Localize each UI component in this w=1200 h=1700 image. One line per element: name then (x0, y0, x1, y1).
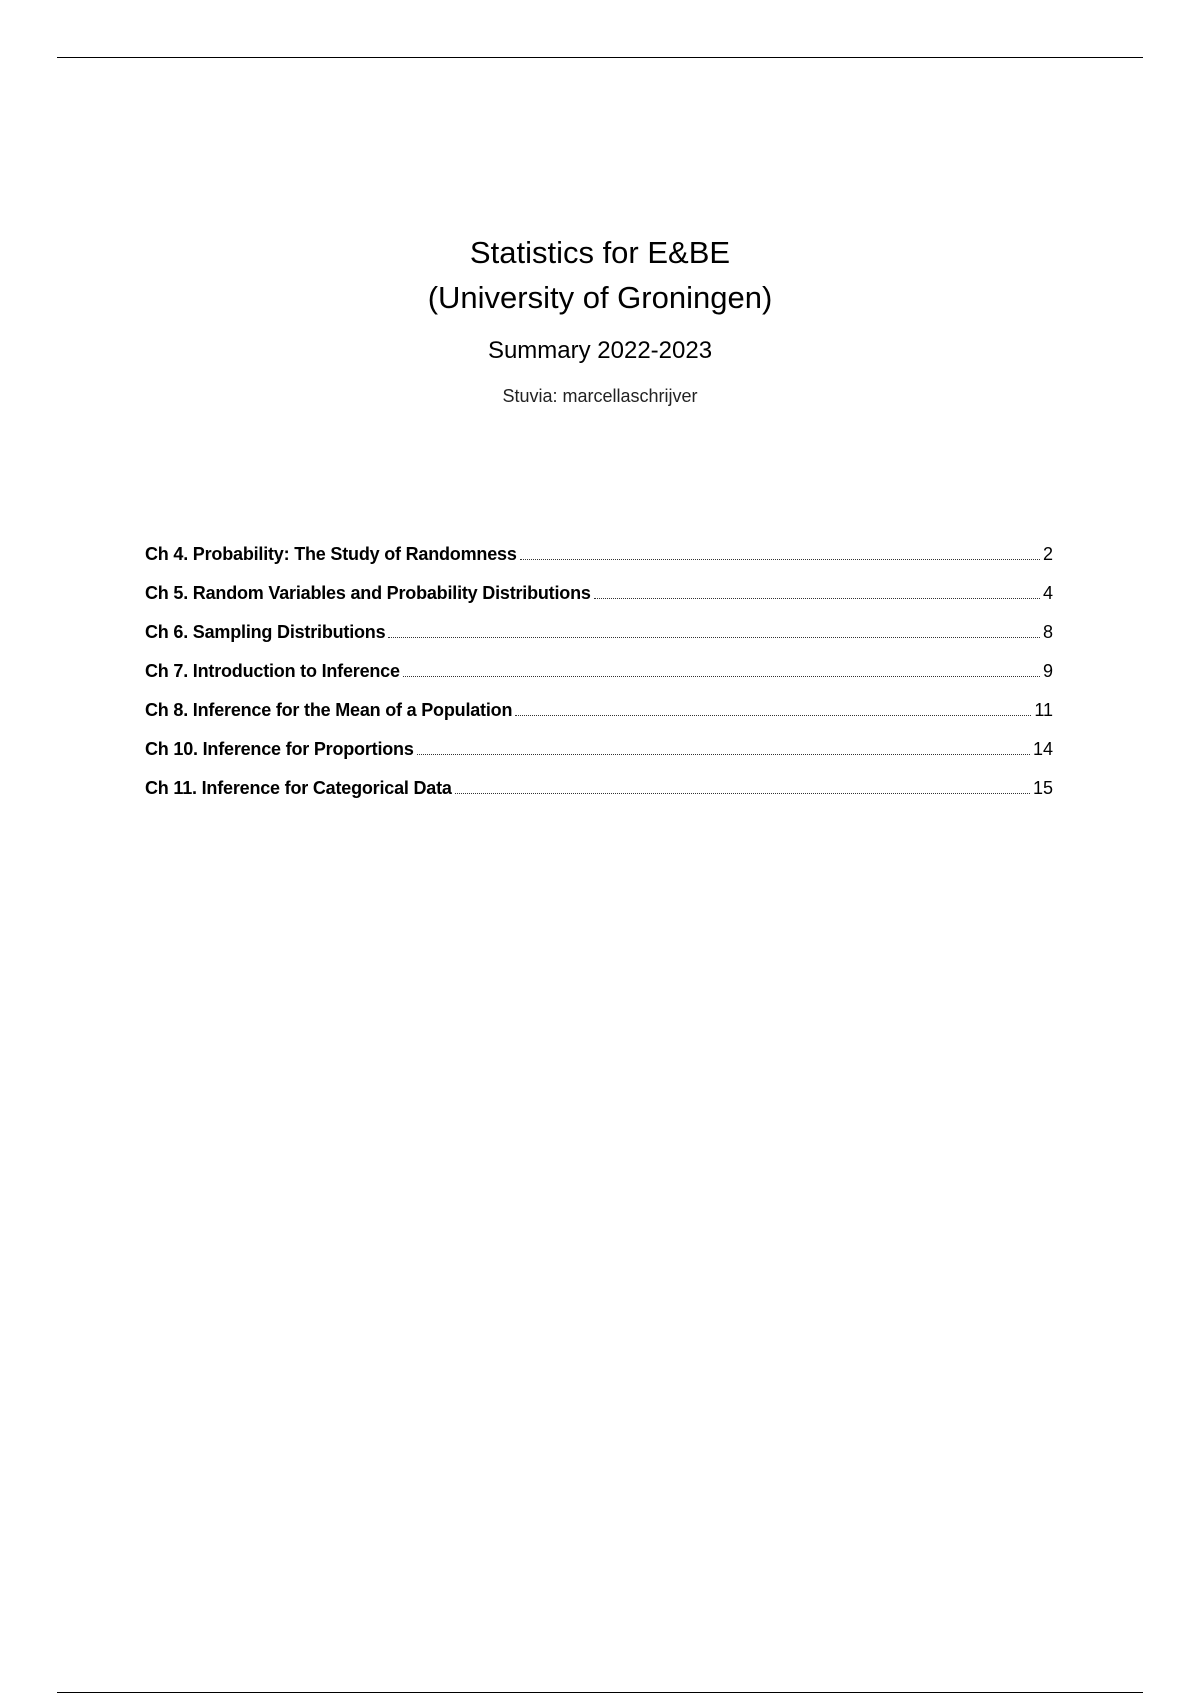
toc-entry[interactable] (145, 620, 1053, 659)
toc-entry-page: 14 (1032, 739, 1053, 759)
toc-dot-leader (515, 715, 1031, 716)
document-title-line-2: (University of Groningen) (427, 280, 773, 315)
toc-entry-page: 15 (1032, 778, 1053, 798)
toc-entry[interactable] (145, 581, 1053, 620)
toc-entry-title: Ch 6. Sampling Distributions (145, 622, 386, 642)
toc-entry-title: Ch 8. Inference for the Mean of a Population (145, 700, 513, 720)
toc-entry[interactable] (145, 659, 1053, 698)
title-block (0, 230, 1200, 408)
toc-entry-title: Ch 11. Inference for Categorical Data (145, 778, 452, 798)
toc-entry-page: 9 (1042, 661, 1053, 681)
toc-entry[interactable] (145, 542, 1053, 581)
toc-dot-leader (403, 676, 1040, 677)
toc-dot-leader (455, 793, 1030, 794)
toc-entry-title: Ch 5. Random Variables and Probability Distributions (145, 583, 591, 603)
document-title-line-1: Statistics for E&BE (469, 235, 731, 270)
document-author: Stuvia: marcellaschrijver (502, 386, 698, 406)
toc-entry[interactable] (145, 776, 1053, 815)
toc-dot-leader (417, 754, 1030, 755)
toc-entry[interactable] (145, 737, 1053, 776)
document-subtitle: Summary 2022-2023 (487, 337, 713, 364)
footer-rule (57, 1692, 1143, 1693)
header-rule (57, 57, 1143, 58)
toc-entry-page: 8 (1042, 622, 1053, 642)
table-of-contents (145, 542, 1053, 815)
toc-entry[interactable] (145, 698, 1053, 737)
toc-entry-title: Ch 7. Introduction to Inference (145, 661, 400, 681)
toc-dot-leader (520, 559, 1040, 560)
toc-dot-leader (388, 637, 1040, 638)
toc-entry-page: 4 (1042, 583, 1053, 603)
toc-entry-title: Ch 10. Inference for Proportions (145, 739, 414, 759)
toc-entry-page: 11 (1034, 700, 1053, 720)
toc-entry-page: 2 (1042, 544, 1053, 564)
toc-entry-title: Ch 4. Probability: The Study of Randomness (145, 544, 517, 564)
toc-dot-leader (594, 598, 1040, 599)
